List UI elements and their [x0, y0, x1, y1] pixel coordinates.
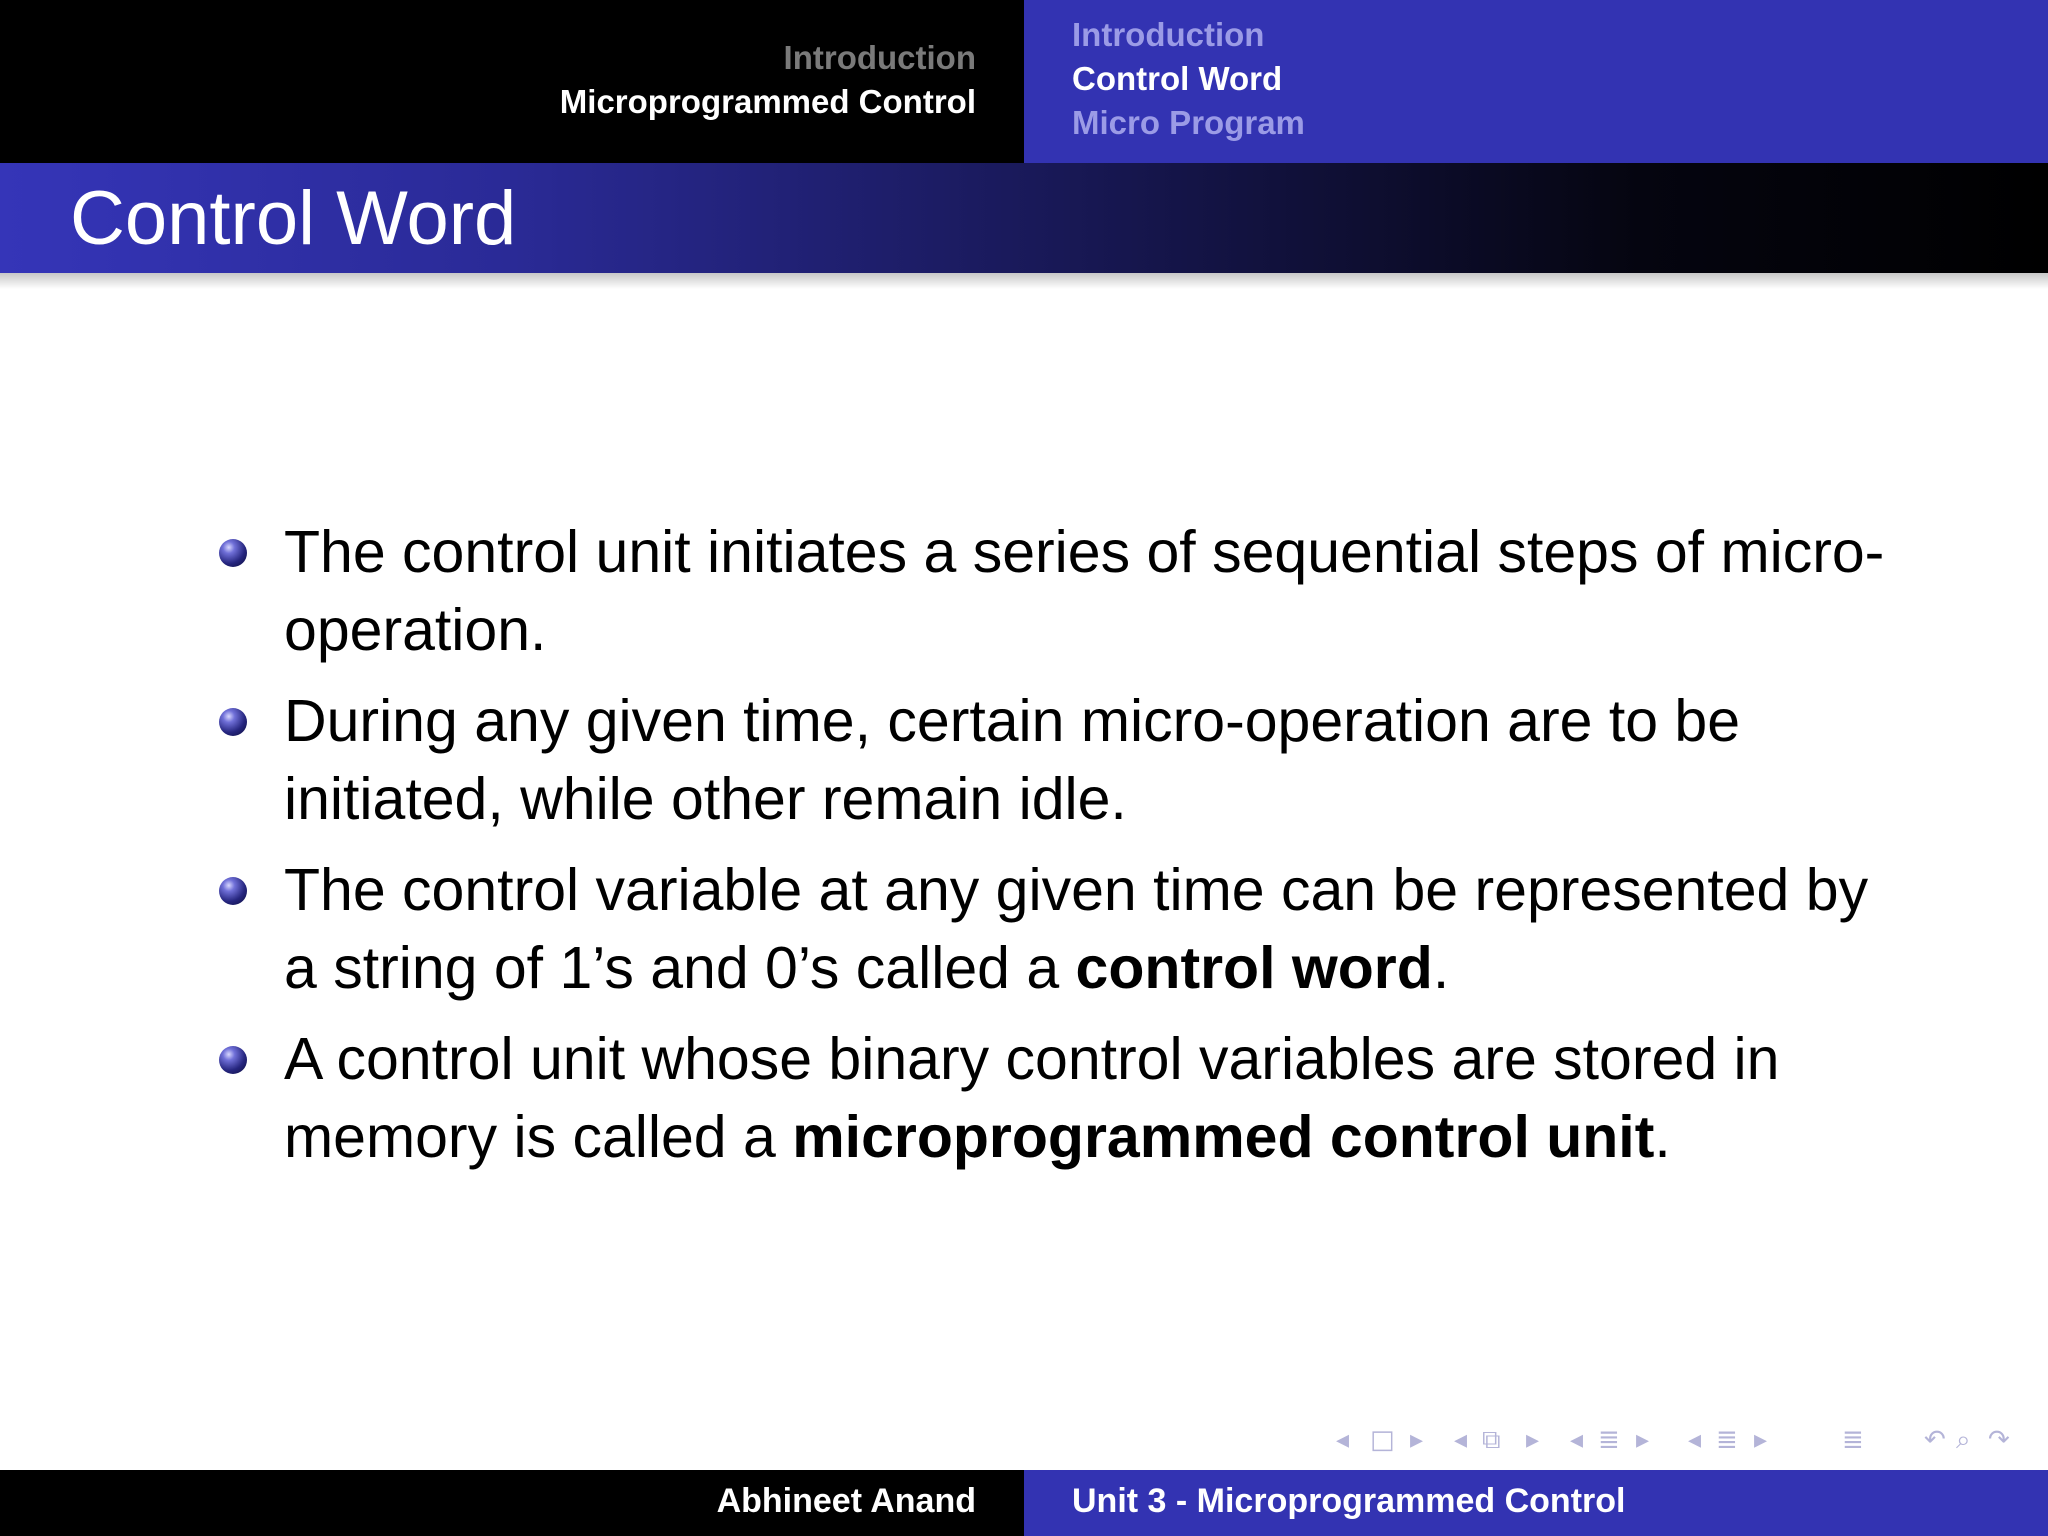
- bullet-item: [216, 851, 1896, 1007]
- frame-icon[interactable]: □: [1370, 1425, 1395, 1455]
- subsection-next-icon[interactable]: ▸: [1526, 1425, 1540, 1455]
- bullet-ball-icon: [219, 1046, 247, 1074]
- footer-author: Abhineet Anand: [716, 1482, 976, 1520]
- bullet-bold-term: control word: [1075, 935, 1433, 1001]
- bullet-ball-icon: [219, 708, 247, 736]
- subsection-link-control-word[interactable]: Control Word: [1072, 60, 1283, 97]
- bullet-end: .: [1654, 1104, 1671, 1170]
- bullet-end: .: [1432, 935, 1450, 1001]
- section-link-microprogrammed-control[interactable]: Microprogrammed Control: [559, 83, 976, 120]
- footer-title-panel: [1024, 1470, 2048, 1536]
- bullet-bold-term: microprogrammed control unit: [792, 1104, 1655, 1170]
- subsection-prev-icon[interactable]: ◂: [1454, 1425, 1468, 1455]
- bullet-text: The control variable at any given time can be represented by a string of 1’s and 0’s called a: [284, 857, 1869, 1001]
- appendix-icon[interactable]: ≣: [1842, 1425, 1864, 1455]
- footer-bar: [0, 1470, 2048, 1536]
- frame-title-bar: [0, 163, 2048, 273]
- frame-prev-icon[interactable]: ◂: [1336, 1425, 1350, 1455]
- section-nav-panel: [0, 0, 1024, 163]
- bullet-item: [216, 1020, 1896, 1176]
- section-link-introduction[interactable]: Introduction: [783, 39, 976, 76]
- bullet-item: [216, 513, 1896, 669]
- search-icon[interactable]: ⌕: [1956, 1425, 1971, 1455]
- forward-icon[interactable]: ↷: [1988, 1425, 2010, 1455]
- subsection-link-micro-program[interactable]: Micro Program: [1072, 104, 1305, 141]
- bullet-ball-icon: [219, 539, 247, 567]
- bullet-item: [216, 682, 1896, 838]
- subsection-icon[interactable]: ⧉: [1482, 1425, 1501, 1455]
- subsection-link-introduction[interactable]: Introduction: [1072, 16, 1265, 53]
- footer-author-panel: [0, 1470, 1024, 1536]
- bullet-ball-icon: [219, 877, 247, 905]
- header-nav-bar: [0, 0, 2048, 163]
- bullet-text: The control unit initiates a series of sequential steps of micro-operation.: [284, 519, 1885, 663]
- title-bar-shadow: [0, 273, 2048, 289]
- subsec-icon[interactable]: ≣: [1716, 1425, 1738, 1455]
- subsec-prev-icon[interactable]: ◂: [1688, 1425, 1702, 1455]
- bullet-text: A control unit whose binary control variables are stored in memory is called a: [284, 1026, 1780, 1170]
- frame-title: Control Word: [70, 176, 517, 261]
- section-next-icon[interactable]: ▸: [1636, 1425, 1650, 1455]
- subsec-next-icon[interactable]: ▸: [1754, 1425, 1768, 1455]
- bullet-list: [216, 513, 1896, 1189]
- back-icon[interactable]: ↶: [1924, 1425, 1946, 1455]
- section-icon[interactable]: ≣: [1598, 1425, 1620, 1455]
- subsection-list: [1072, 13, 1305, 145]
- navigation-symbols: [1330, 1422, 2030, 1458]
- footer-title: Unit 3 - Microprogrammed Control: [1072, 1482, 1626, 1520]
- subsection-nav-panel: [1024, 0, 2048, 163]
- frame-next-icon[interactable]: ▸: [1410, 1425, 1424, 1455]
- section-prev-icon[interactable]: ◂: [1570, 1425, 1584, 1455]
- section-list: [560, 36, 976, 124]
- bullet-text: During any given time, certain micro-operation are to be initiated, while other remain idle.: [284, 688, 1741, 832]
